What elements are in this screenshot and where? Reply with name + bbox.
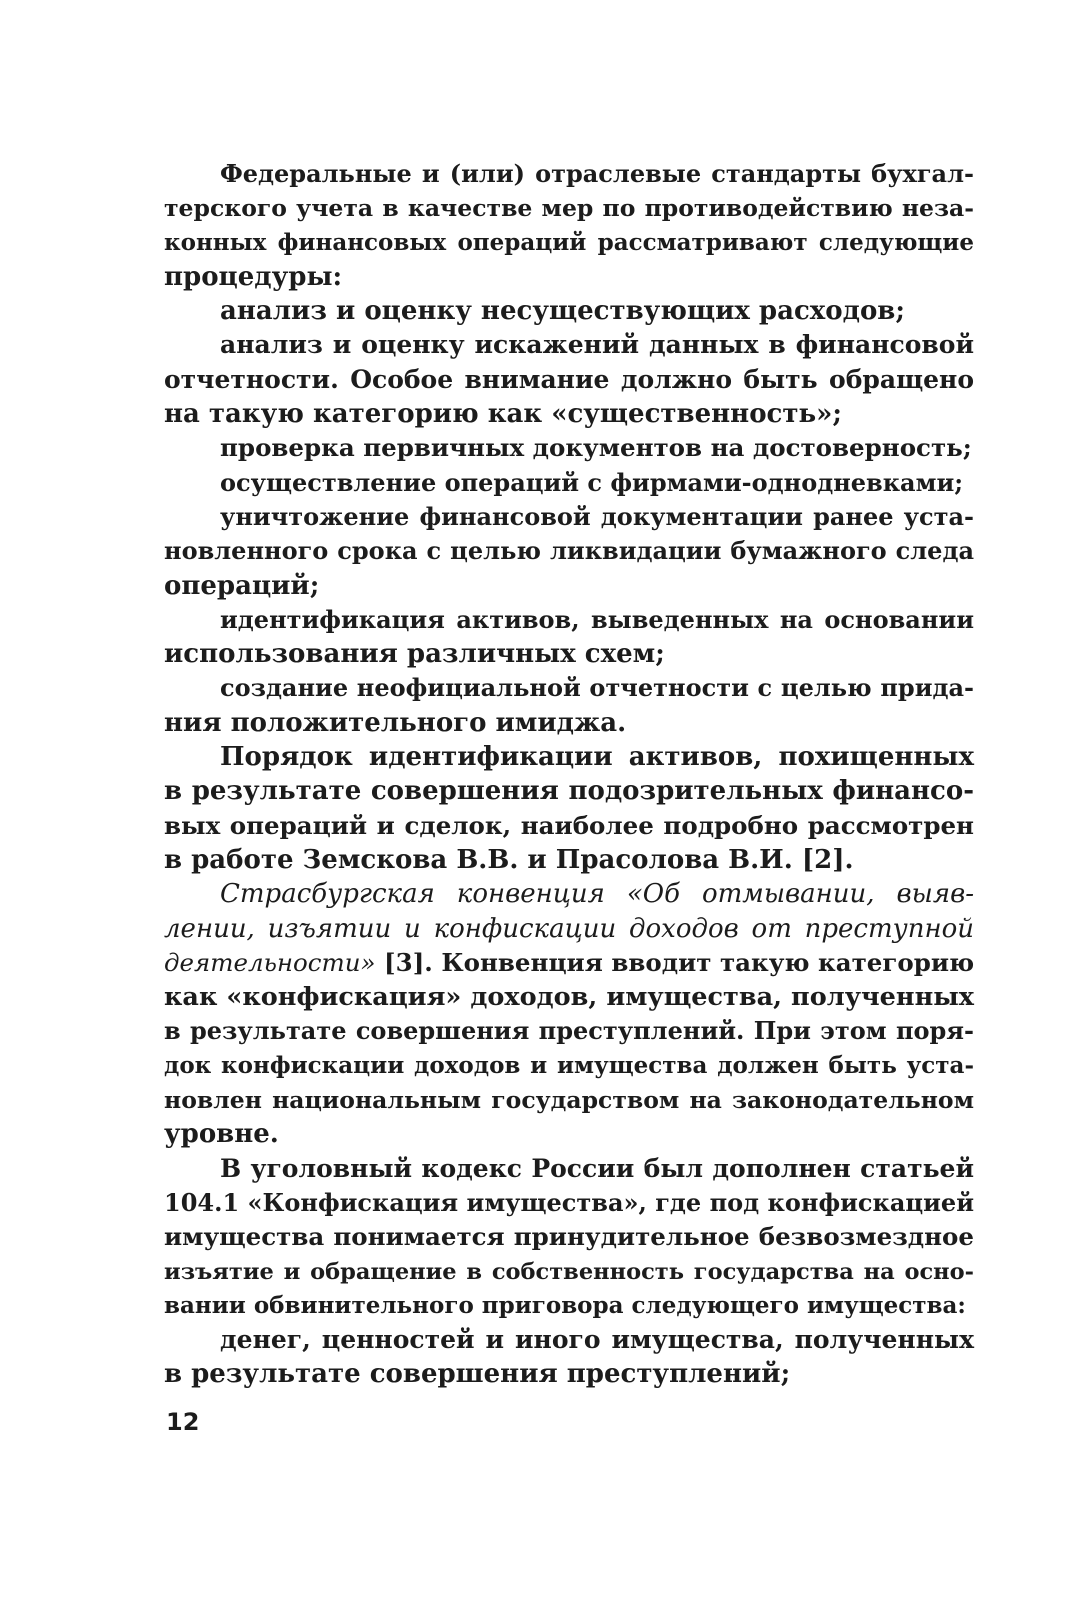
text-line: терского учета в качестве мер по противодействию неза-	[164, 194, 974, 223]
text-line: использования различных схем;	[164, 639, 665, 670]
text-line: уровне.	[164, 1119, 279, 1150]
convention-title-end: деятельности»	[164, 947, 376, 977]
text-line: новленного срока с целью ликвидации бумажного следа	[164, 536, 974, 566]
body-text	[164, 157, 974, 1392]
text-line: Порядок идентификации активов, похищенных	[220, 742, 974, 773]
page-number: 12	[166, 1408, 200, 1436]
list-item: проверка первичных документов на достоверность;	[220, 433, 972, 463]
text-line: на такую категорию как «существенность»;	[164, 399, 842, 430]
text-line: вании обвинительного приговора следующего имущества:	[164, 1291, 966, 1319]
text-line: процедуры:	[164, 261, 343, 292]
text-line: как «конфискация» доходов, имущества, полученных	[164, 982, 974, 1013]
convention-title-line: Страсбургская конвенция «Об отмывании, выяв-	[220, 879, 974, 910]
text-line: ния положительного имиджа.	[164, 707, 627, 738]
text-line: операций;	[164, 570, 320, 601]
text-line: изъятие и обращение в собственность государства на осно-	[164, 1258, 974, 1285]
text-line	[164, 946, 974, 980]
text-line: вых операций и сделок, наиболее подробно рассмотрен	[164, 810, 974, 840]
text-line: в результате совершения преступлений;	[164, 1359, 791, 1390]
list-item: анализ и оценку несуществующих расходов;	[220, 296, 905, 327]
list-item: идентификация активов, выведенных на основании	[220, 604, 974, 634]
text-line: конных финансовых операций рассматривают следующие	[164, 228, 974, 256]
text-line: В уголовный кодекс России был дополнен статьей	[220, 1153, 974, 1183]
text-line: имущества понимается принудительное безвозмездное	[164, 1222, 974, 1252]
text-line: новлен национальным государством на законодательном	[164, 1086, 974, 1115]
text-line: в результате совершения подозрительных финансо-	[164, 776, 974, 807]
list-item: уничтожение финансовой документации ранее уста-	[220, 501, 974, 531]
text-line: док конфискации доходов и имущества должен быть уста-	[164, 1051, 974, 1079]
text-line: отчетности. Особое внимание должно быть обращено	[164, 364, 974, 394]
list-item: осуществление операций с фирмами-однодневками;	[220, 467, 964, 497]
text-span: [3]. Конвенция вводит такую категорию	[375, 947, 975, 977]
text-line: Федеральные и (или) отраслевые стандарты бухгал-	[220, 159, 974, 188]
list-item: денег, ценностей и иного имущества, полученных	[220, 1325, 974, 1355]
convention-title-line: лении, изъятии и конфискации доходов от преступной	[164, 913, 974, 944]
text-line: в результате совершения преступлений. При этом поря-	[164, 1016, 974, 1046]
text-line: 104.1 «Конфискация имущества», где под конфискацией	[164, 1187, 974, 1217]
list-item: создание неофициальной отчетности с целью прида-	[220, 673, 974, 703]
list-item: анализ и оценку искажений данных в финансовой	[220, 330, 974, 360]
text-line: в работе Земскова В.В. и Прасолова В.И. [2].	[164, 844, 854, 875]
